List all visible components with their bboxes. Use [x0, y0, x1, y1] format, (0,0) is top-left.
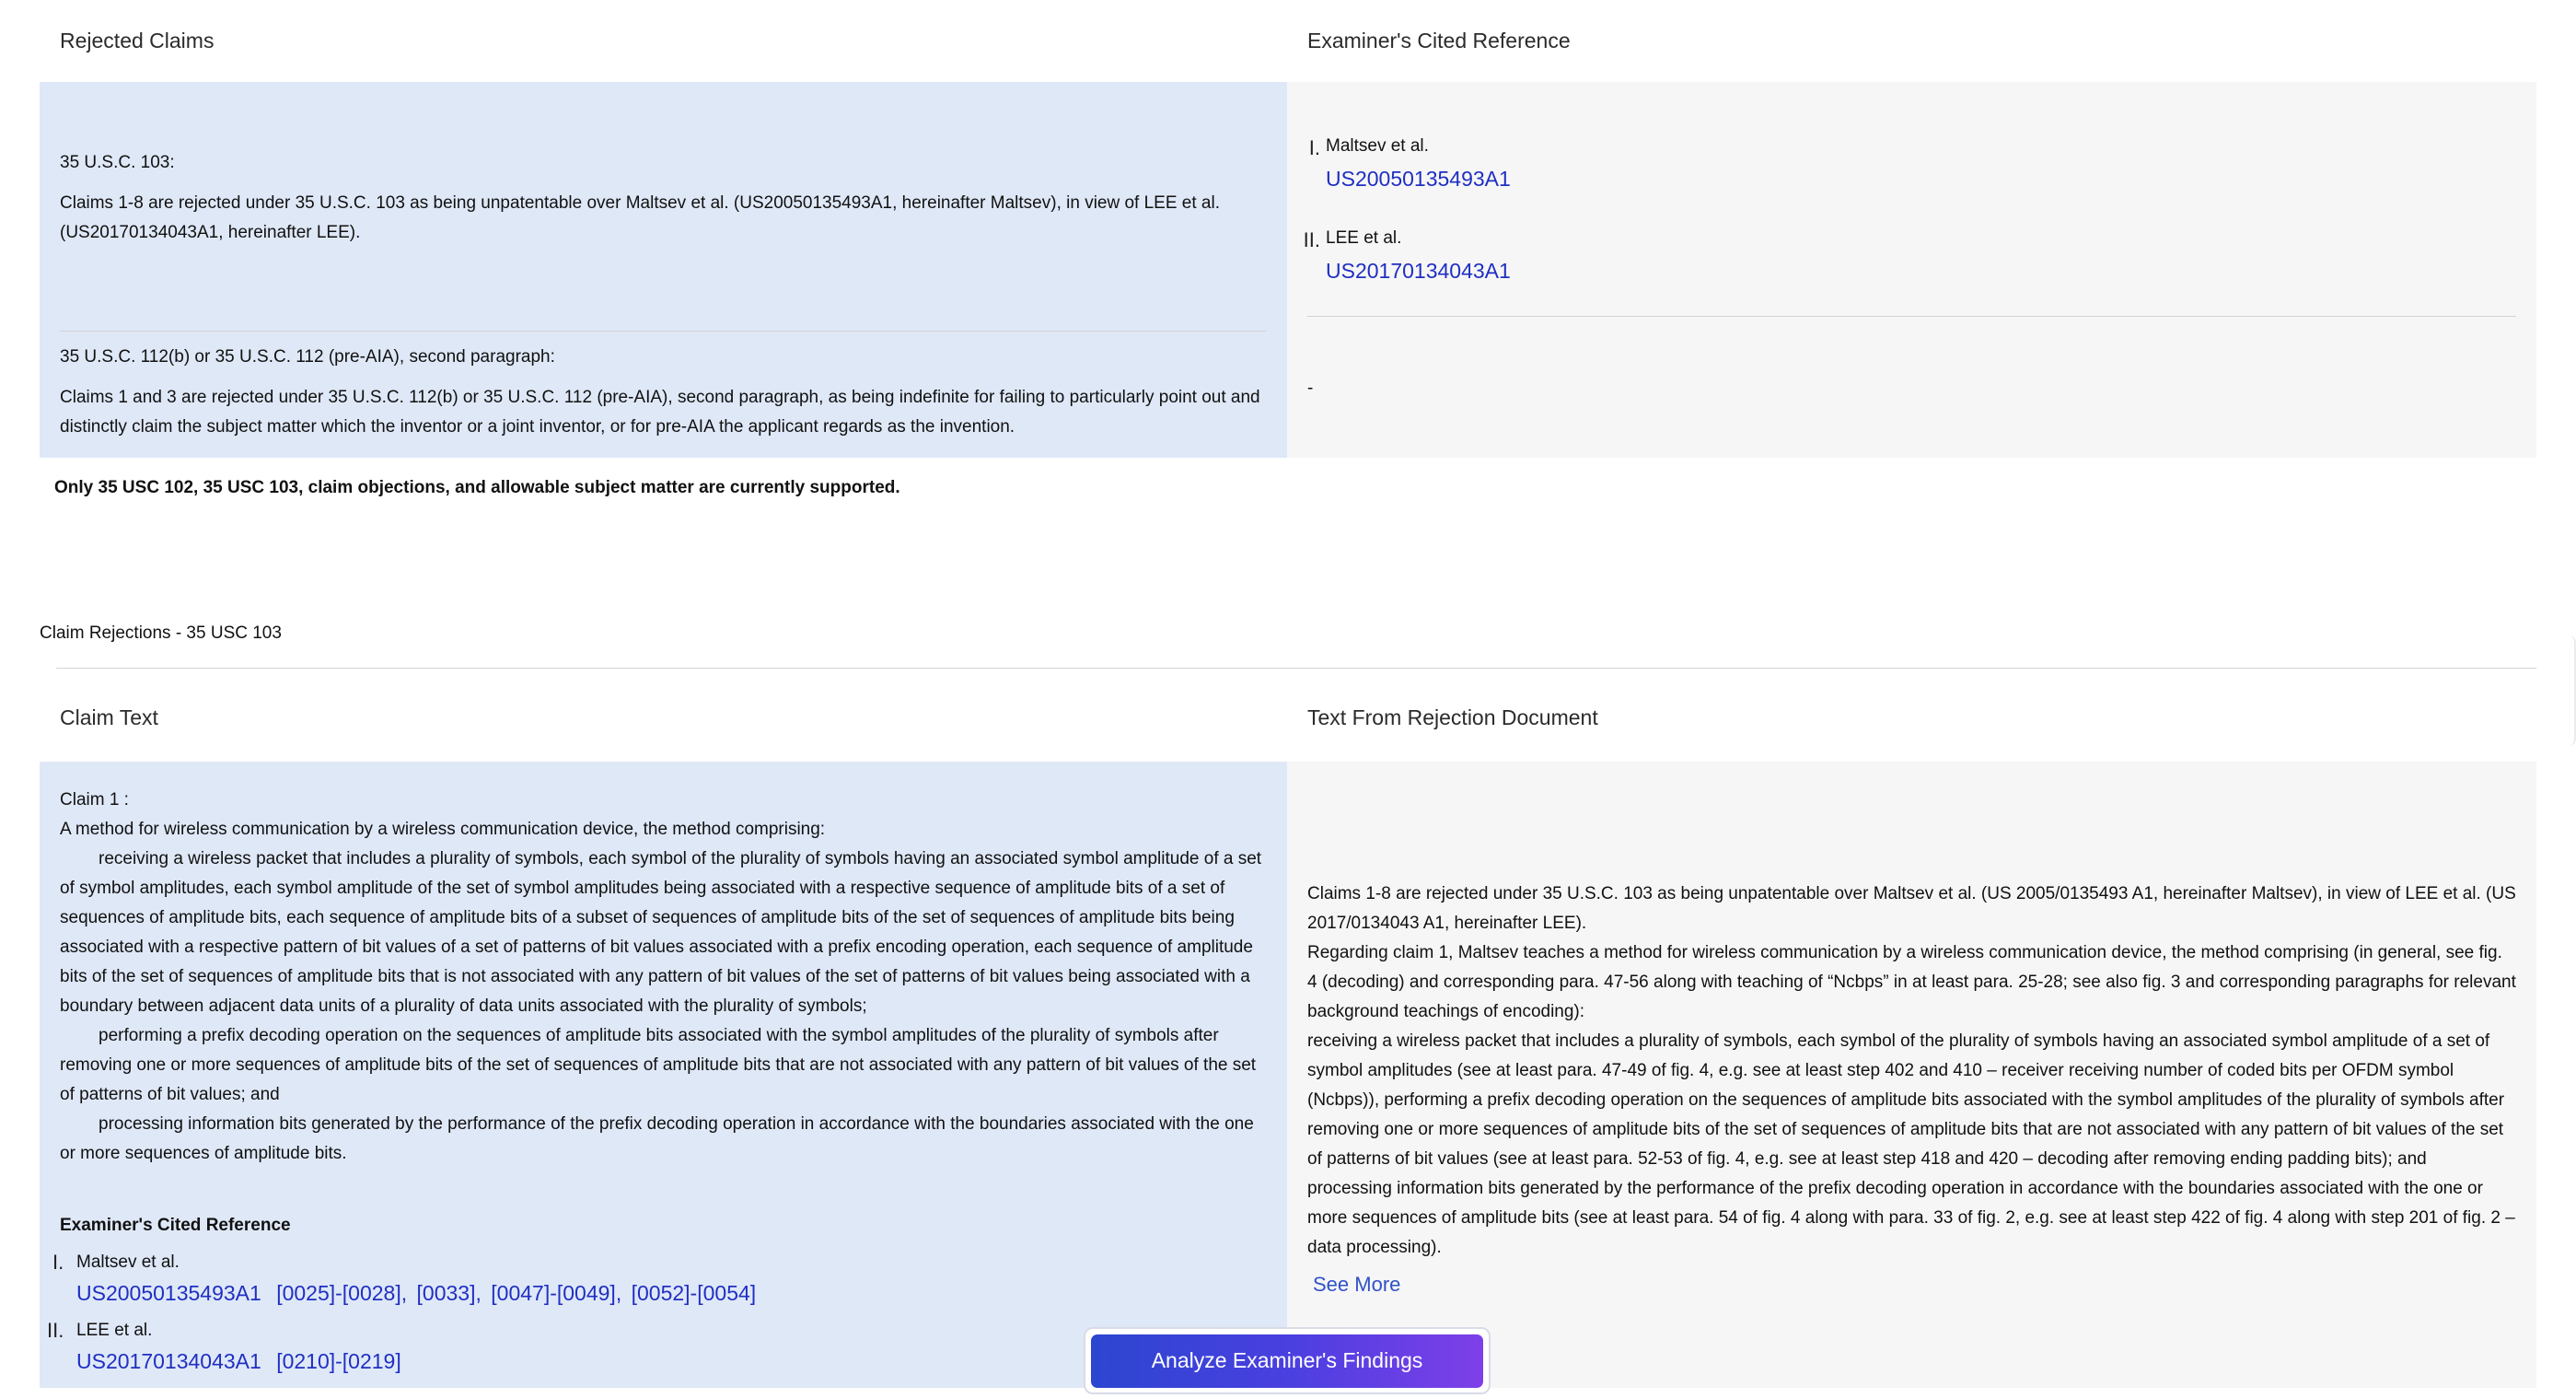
reference-numeral: I. — [1308, 136, 1320, 159]
rejection-paragraph: Regarding claim 1, Maltsev teaches a method for wireless communication by a wireless communication device, the method comprising (in general, see fig. 4 (decoding) and corresponding para. 47-56 along with teaching of “Ncbps” in at least para. 25-28; see also fig. 3 and corresponding paragraphs for relevant background teachings of encoding): — [1307, 943, 2516, 1021]
cited-reference-item — [52, 1248, 1267, 1309]
cited-reference-heading: Examiner's Cited Reference — [1307, 29, 1571, 52]
scroll-edge — [2569, 635, 2576, 746]
reference-numeral: II. — [1303, 228, 1320, 251]
claim-element: performing a prefix decoding operation on the sequences of amplitude bits associated with the symbol amplitudes of the plurality of symbols after removing one or more sequences of amplitude bits of the set of sequences of amplitude bits that are not associated with any pattern of bit values of the set of patterns of bit values; and — [60, 1026, 1257, 1104]
claim-element: receiving a wireless packet that includes a plurality of symbols, each symbol of the plurality of symbols having an associated symbol amplitude of a set of symbol amplitudes, each symbol amplitude of the set of symbol amplitudes being associated with a respective sequence of amplitude bits of a set of sequences of amplitude bits, each sequence of amplitude bits of a subset of sequences of amplitude bits of the set of sequences of amplitude bits being associated with a respective pattern of bit values of a set of patterns of bit values associated with a prefix encoding operation, each sequence of amplitude bits of the set of sequences of amplitude bits that is not associated with any pattern of bit values of the set of patterns of bit values being associated with a boundary between adjacent data units of a plurality of data units associated with the plurality of symbols; — [60, 849, 1262, 1016]
reference-name: Maltsev et al. — [76, 1252, 180, 1272]
analyze-button-container — [1084, 1327, 1491, 1394]
rejected-claims-heading: Rejected Claims — [60, 29, 215, 52]
paragraph-link[interactable]: [0210]-[0219] — [276, 1349, 401, 1373]
paragraph-link[interactable]: [0047]-[0049], — [491, 1281, 622, 1305]
no-reference-placeholder: - — [1307, 379, 1314, 398]
rejection-paragraph: processing information bits generated by the performance of the prefix decoding operation in accordance with the boundaries associated with the one or more sequences of amplitude bits (see at least para. 54 of fig. 4 along with para. 33 of fig. 2, e.g. see at least step 422 of fig. 4 along with step 201 of fig. 2 – data processing). — [1307, 1179, 2515, 1257]
claim-label: Claim 1 : — [60, 790, 129, 810]
paragraph-link[interactable]: [0033], — [416, 1281, 482, 1305]
rejection-text-heading: Text From Rejection Document — [1307, 705, 1598, 729]
rejection-text: Claims 1-8 are rejected under 35 U.S.C. 103 as being unpatentable over Maltsev et al. (US20050135493A1, hereinafter Maltsev), in view of LEE et al. (US20170134043A1, hereinafter LEE). — [60, 193, 1220, 242]
rejection-text: Claims 1 and 3 are rejected under 35 U.S.C. 112(b) or 35 U.S.C. 112 (pre-AIA), second paragraph, as being indefinite for failing to particularly point out and distinctly claim the subject matter which the inventor or a joint inventor, or for pre-AIA the applicant regards as the invention. — [60, 388, 1260, 437]
claims-table-header — [40, 669, 2536, 762]
claim-cell — [40, 762, 1287, 1388]
row-divider — [1307, 316, 2516, 317]
reference-link[interactable]: US20170134043A1 — [76, 1349, 261, 1373]
analyze-findings-button[interactable]: Analyze Examiner's Findings — [1091, 1334, 1483, 1388]
rejection-document-cell — [1287, 762, 2536, 1388]
paragraph-link[interactable]: [0025]-[0028], — [276, 1281, 408, 1305]
reference-name: LEE et al. — [1326, 228, 1402, 248]
section-title: Claim Rejections - 35 USC 103 — [40, 623, 282, 643]
reference-cell — [1287, 316, 2536, 458]
rejection-paragraph: Claims 1-8 are rejected under 35 U.S.C. 103 as being unpatentable over Maltsev et al. (US 2005/0135493 A1, hereinafter Maltsev), in view of LEE et al. (US 2017/0134043 A1, hereinafter LEE). — [1307, 884, 2516, 933]
reference-link[interactable]: US20050135493A1 — [76, 1281, 261, 1305]
cited-reference-title: Examiner's Cited Reference — [60, 1216, 291, 1235]
rejection-cell — [40, 82, 1287, 316]
paragraph-link[interactable]: [0052]-[0054] — [631, 1281, 757, 1305]
support-note: Only 35 USC 102, 35 USC 103, claim objections, and allowable subject matter are currently supported. — [54, 478, 900, 497]
statute-label: 35 U.S.C. 103: — [60, 153, 175, 172]
see-more-link[interactable]: See More — [1313, 1273, 1401, 1296]
row-divider — [60, 331, 1267, 332]
rejection-paragraph: receiving a wireless packet that includes a plurality of symbols, each symbol of the plurality of symbols having an associated symbol amplitude of a set of symbol amplitudes (see at least para. 47-49 of fig. 4, e.g. see at least step 402 and 410 – receiver receiving number of coded bits per OFDM symbol (Ncbps)), performing a prefix decoding operation on the sequences of amplitude bits associated with the symbol amplitudes of the plurality of symbols after removing one or more sequences of amplitude bits of the set of sequences of amplitude bits that are not associated with any pattern of bit values of the set of patterns of bit values (see at least para. 52-53 of fig. 4, e.g. see at least step 418 and 420 – decoding after removing ending padding bits); and — [1307, 1031, 2505, 1169]
statute-label: 35 U.S.C. 112(b) or 35 U.S.C. 112 (pre-AIA), second paragraph: — [60, 347, 555, 367]
reference-name: LEE et al. — [76, 1321, 153, 1340]
reference-item — [1287, 130, 2536, 194]
claim-text-heading: Claim Text — [60, 705, 158, 729]
claims-row — [40, 762, 2536, 1388]
reference-cell — [1287, 82, 2536, 316]
reference-numeral: II. — [47, 1319, 64, 1342]
reference-name: Maltsev et al. — [1326, 136, 1429, 156]
rejection-cell — [40, 316, 1287, 458]
claim-element: processing information bits generated by the performance of the prefix decoding operation in accordance with the boundaries associated with the one or more sequences of amplitude bits. — [60, 1114, 1254, 1163]
summary-row-112 — [40, 316, 2536, 458]
summary-row-103 — [40, 82, 2536, 316]
summary-table-header — [40, 0, 2536, 82]
reference-item — [1287, 222, 2536, 286]
reference-link[interactable]: US20050135493A1 — [1326, 167, 1511, 191]
reference-link[interactable]: US20170134043A1 — [1326, 259, 1511, 283]
page-content — [40, 0, 2536, 1388]
reference-numeral: I. — [52, 1251, 64, 1274]
claim-preamble: A method for wireless communication by a wireless communication device, the method comprising: — [60, 820, 826, 839]
